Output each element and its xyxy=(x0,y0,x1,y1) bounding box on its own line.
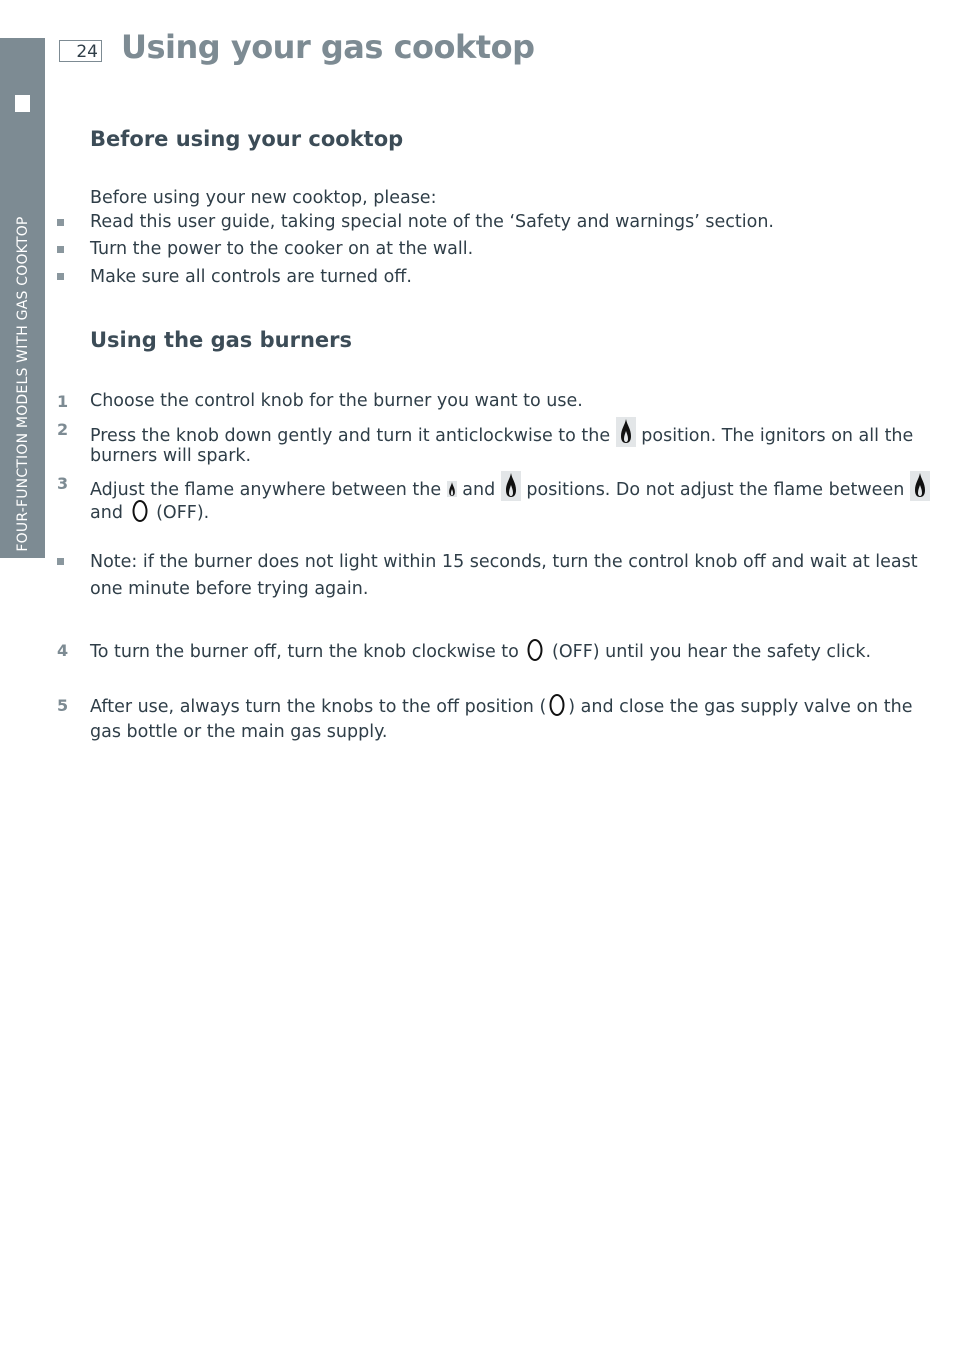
note-text: Note: if the burner does not light within 15 seconds, turn the control knob off and wait at least xyxy=(90,552,918,572)
step-number: 1 xyxy=(57,392,69,411)
section-heading-before-use: Before using your cooktop xyxy=(90,127,404,151)
step-text: Choose the control knob for the burner you want to use. xyxy=(90,391,583,411)
step-text: burners will spark. xyxy=(90,446,252,466)
step-text-part: (OFF). xyxy=(156,503,210,523)
list-item: Make sure all controls are turned off. xyxy=(90,267,412,287)
step-text-part: ) and close the gas supply valve on the xyxy=(568,697,913,717)
step-number: 3 xyxy=(57,474,69,493)
step-number: 2 xyxy=(57,420,69,439)
bullet-marker xyxy=(57,219,64,226)
step-text-part: Adjust the flame anywhere between the xyxy=(90,480,442,500)
side-tab-marker xyxy=(15,95,30,112)
side-tab-label: FOUR-FUNCTION MODELS WITH GAS COOKTOP xyxy=(15,216,31,552)
intro-text: Before using your new cooktop, please: xyxy=(90,188,437,208)
step-text-part: position. The ignitors on all the xyxy=(641,426,914,446)
list-item: Read this user guide, taking special note of the ‘Safety and warnings’ section. xyxy=(90,212,774,232)
page-title: Using your gas cooktop xyxy=(121,28,535,66)
step-text xyxy=(90,471,930,502)
note-text: one minute before trying again. xyxy=(90,579,369,599)
step-text-part: (OFF) until you hear the safety click. xyxy=(552,642,872,662)
bullet-marker xyxy=(57,246,64,253)
off-position-icon xyxy=(129,499,151,530)
flame-icon xyxy=(616,417,636,447)
off-position-icon xyxy=(524,638,546,669)
section-heading-gas-burners: Using the gas burners xyxy=(90,328,352,352)
page-number: 24 xyxy=(59,40,102,62)
step-text-part: and xyxy=(462,480,496,500)
step-number: 5 xyxy=(57,696,69,715)
step-text: gas bottle or the main gas supply. xyxy=(90,722,388,742)
flame-icon xyxy=(447,481,457,497)
step-text-part: Press the knob down gently and turn it anticlockwise to the xyxy=(90,426,611,446)
flame-icon xyxy=(501,471,521,501)
step-text xyxy=(90,638,871,669)
step-text-part: and xyxy=(90,503,123,523)
step-text-part: positions. Do not adjust the flame between xyxy=(526,480,905,500)
step-text-part: To turn the burner off, turn the knob clockwise to xyxy=(90,642,519,662)
list-item: Turn the power to the cooker on at the wall. xyxy=(90,239,474,259)
bullet-marker xyxy=(57,558,64,565)
off-position-icon xyxy=(546,693,568,724)
flame-icon xyxy=(910,471,930,501)
side-tab xyxy=(0,38,45,558)
step-number: 4 xyxy=(57,641,69,660)
step-text xyxy=(90,499,209,530)
step-text-part: After use, always turn the knobs to the off position ( xyxy=(90,697,547,717)
bullet-marker xyxy=(57,273,64,280)
